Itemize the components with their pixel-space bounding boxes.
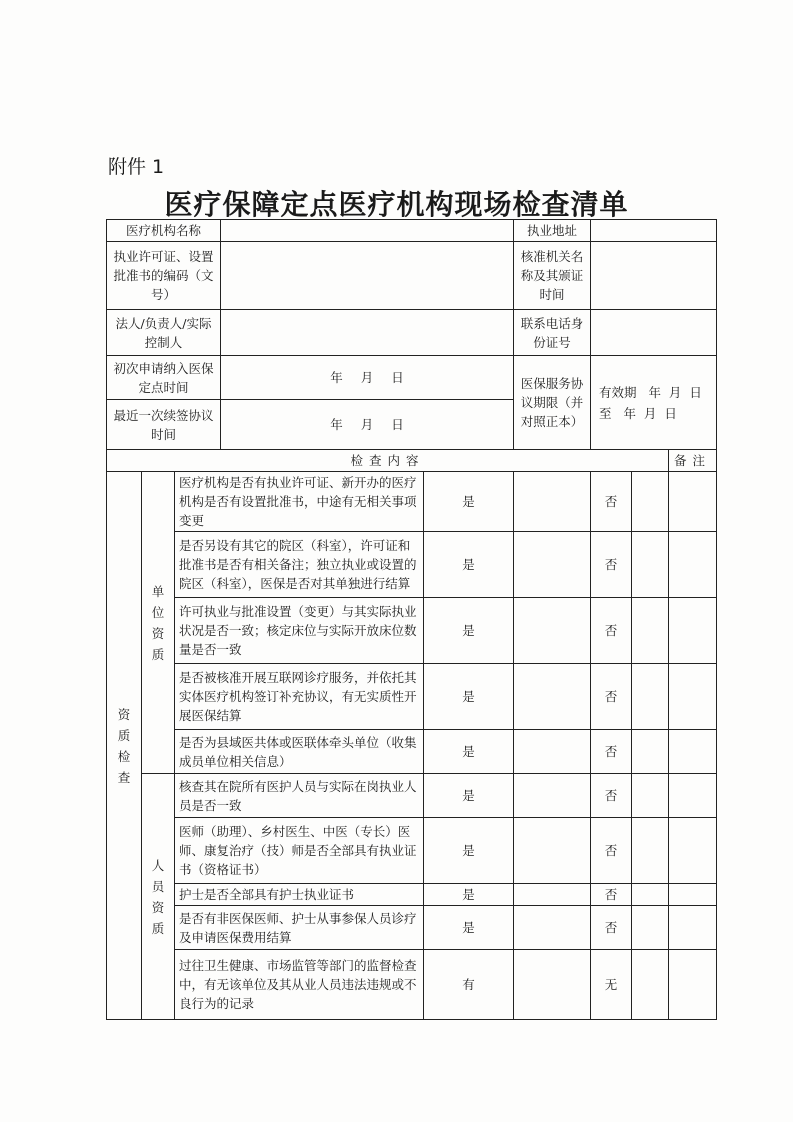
check-item: 医疗机构是否有执业许可证、新开办的医疗机构是否有设置批准书，中途有无相关事项变更 (175, 472, 424, 532)
remark-cell[interactable] (669, 906, 717, 950)
yes-mark[interactable] (514, 472, 591, 532)
yes-option[interactable]: 是 (424, 664, 514, 730)
yes-mark[interactable] (514, 730, 591, 774)
last-renew-date[interactable]: 年 月 日 (221, 400, 514, 450)
license-value[interactable] (221, 242, 514, 310)
no-option[interactable]: 否 (591, 884, 632, 906)
no-option[interactable]: 否 (591, 598, 632, 664)
yes-option[interactable]: 是 (424, 472, 514, 532)
yes-option[interactable]: 是 (424, 818, 514, 884)
address-label: 执业地址 (514, 220, 591, 242)
no-mark[interactable] (632, 774, 669, 818)
inspection-table (106, 219, 717, 1020)
first-apply-label: 初次申请纳入医保定点时间 (107, 356, 221, 400)
check-item: 是否另设有其它的院区（科室），许可证和批准书是否有相关备注；独立执业或设置的院区（科室），医保是否对其单独进行结算 (175, 532, 424, 598)
yes-mark[interactable] (514, 532, 591, 598)
yes-mark[interactable] (514, 664, 591, 730)
last-renew-label: 最近一次续签协议时间 (107, 400, 221, 450)
no-option[interactable]: 否 (591, 664, 632, 730)
check-item: 是否有非医保医师、护士从事参保人员诊疗及申请医保费用结算 (175, 906, 424, 950)
check-row (107, 950, 717, 1020)
remark-cell[interactable] (669, 472, 717, 532)
address-value[interactable] (591, 220, 717, 242)
attachment-label: 附件 1 (108, 156, 165, 178)
license-label: 执业许可证、设置批准书的编码（文号） (107, 242, 221, 310)
remark-header: 备注 (669, 450, 717, 472)
org-name-label: 医疗机构名称 (107, 220, 221, 242)
group-label (142, 774, 175, 1020)
check-item: 许可执业与批准设置（变更）与其实际执业状况是否一致；核定床位与实际开放床位数量是否一致 (175, 598, 424, 664)
yes-option[interactable]: 是 (424, 906, 514, 950)
no-option[interactable]: 否 (591, 906, 632, 950)
remark-cell[interactable] (669, 532, 717, 598)
no-option[interactable]: 否 (591, 532, 632, 598)
group-label (142, 472, 175, 774)
info-row (107, 310, 717, 356)
no-mark[interactable] (632, 884, 669, 906)
yes-mark[interactable] (514, 906, 591, 950)
yes-mark[interactable] (514, 774, 591, 818)
yes-option[interactable]: 是 (424, 884, 514, 906)
remark-cell[interactable] (669, 884, 717, 906)
yes-mark[interactable] (514, 884, 591, 906)
check-row (107, 664, 717, 730)
no-mark[interactable] (632, 472, 669, 532)
no-option[interactable]: 无 (591, 950, 632, 1020)
check-header-row (107, 450, 717, 472)
agreement-period-label: 医保服务协议期限（并对照正本） (514, 356, 591, 450)
check-row (107, 730, 717, 774)
agreement-period-value[interactable] (591, 356, 717, 450)
issuer-label: 核准机关名称及其颁证时间 (514, 242, 591, 310)
page-title: 医疗保障定点医疗机构现场检查清单 (164, 188, 629, 221)
check-item: 核查其在院所有医护人员与实际在岗执业人员是否一致 (175, 774, 424, 818)
check-row (107, 472, 717, 532)
check-item: 护士是否全部具有护士执业证书 (175, 884, 424, 906)
check-row (107, 774, 717, 818)
yes-option[interactable]: 是 (424, 730, 514, 774)
yes-option[interactable]: 有 (424, 950, 514, 1020)
valid-from: 有效期 年 月 日 (599, 384, 702, 400)
remark-cell[interactable] (669, 598, 717, 664)
check-item: 医师（助理）、乡村医生、中医（专长）医师、康复治疗（技）师是否全部具有执业证书（资格证书） (175, 818, 424, 884)
yes-option[interactable]: 是 (424, 598, 514, 664)
remark-cell[interactable] (669, 818, 717, 884)
category-label (107, 472, 142, 1020)
yes-mark[interactable] (514, 950, 591, 1020)
group-name: 人员资质 (151, 857, 165, 936)
no-mark[interactable] (632, 532, 669, 598)
no-option[interactable]: 否 (591, 818, 632, 884)
issuer-value[interactable] (591, 242, 717, 310)
remark-cell[interactable] (669, 950, 717, 1020)
group-name: 单位资质 (151, 583, 165, 662)
info-row (107, 356, 717, 400)
no-mark[interactable] (632, 818, 669, 884)
no-mark[interactable] (632, 906, 669, 950)
check-row (107, 532, 717, 598)
org-name-value[interactable] (221, 220, 514, 242)
remark-cell[interactable] (669, 664, 717, 730)
info-row (107, 242, 717, 310)
legal-label: 法人/负责人/实际控制人 (107, 310, 221, 356)
no-mark[interactable] (632, 598, 669, 664)
yes-option[interactable]: 是 (424, 774, 514, 818)
category-text: 资质检查 (117, 706, 131, 785)
check-row (107, 598, 717, 664)
legal-value[interactable] (221, 310, 514, 356)
no-option[interactable]: 否 (591, 774, 632, 818)
contact-label: 联系电话身份证号 (514, 310, 591, 356)
contact-value[interactable] (591, 310, 717, 356)
check-item: 过往卫生健康、市场监管等部门的监督检查中，有无该单位及其从业人员违法违规或不良行为的记录 (175, 950, 424, 1020)
check-row (107, 884, 717, 906)
no-option[interactable]: 否 (591, 472, 632, 532)
remark-cell[interactable] (669, 730, 717, 774)
no-mark[interactable] (632, 950, 669, 1020)
yes-option[interactable]: 是 (424, 532, 514, 598)
first-apply-date[interactable]: 年 月 日 (221, 356, 514, 400)
no-mark[interactable] (632, 664, 669, 730)
check-item: 是否为县域医共体或医联体牵头单位（收集成员单位相关信息） (175, 730, 424, 774)
no-mark[interactable] (632, 730, 669, 774)
remark-cell[interactable] (669, 774, 717, 818)
no-option[interactable]: 否 (591, 730, 632, 774)
yes-mark[interactable] (514, 818, 591, 884)
valid-to: 至 年 月 日 (599, 405, 677, 421)
check-row (107, 818, 717, 884)
yes-mark[interactable] (514, 598, 591, 664)
content-header: 检查内容 (107, 450, 669, 472)
check-item: 是否被核准开展互联网诊疗服务，并依托其实体医疗机构签订补充协议，有无实质性开展医保结算 (175, 664, 424, 730)
info-row (107, 220, 717, 242)
check-row (107, 906, 717, 950)
